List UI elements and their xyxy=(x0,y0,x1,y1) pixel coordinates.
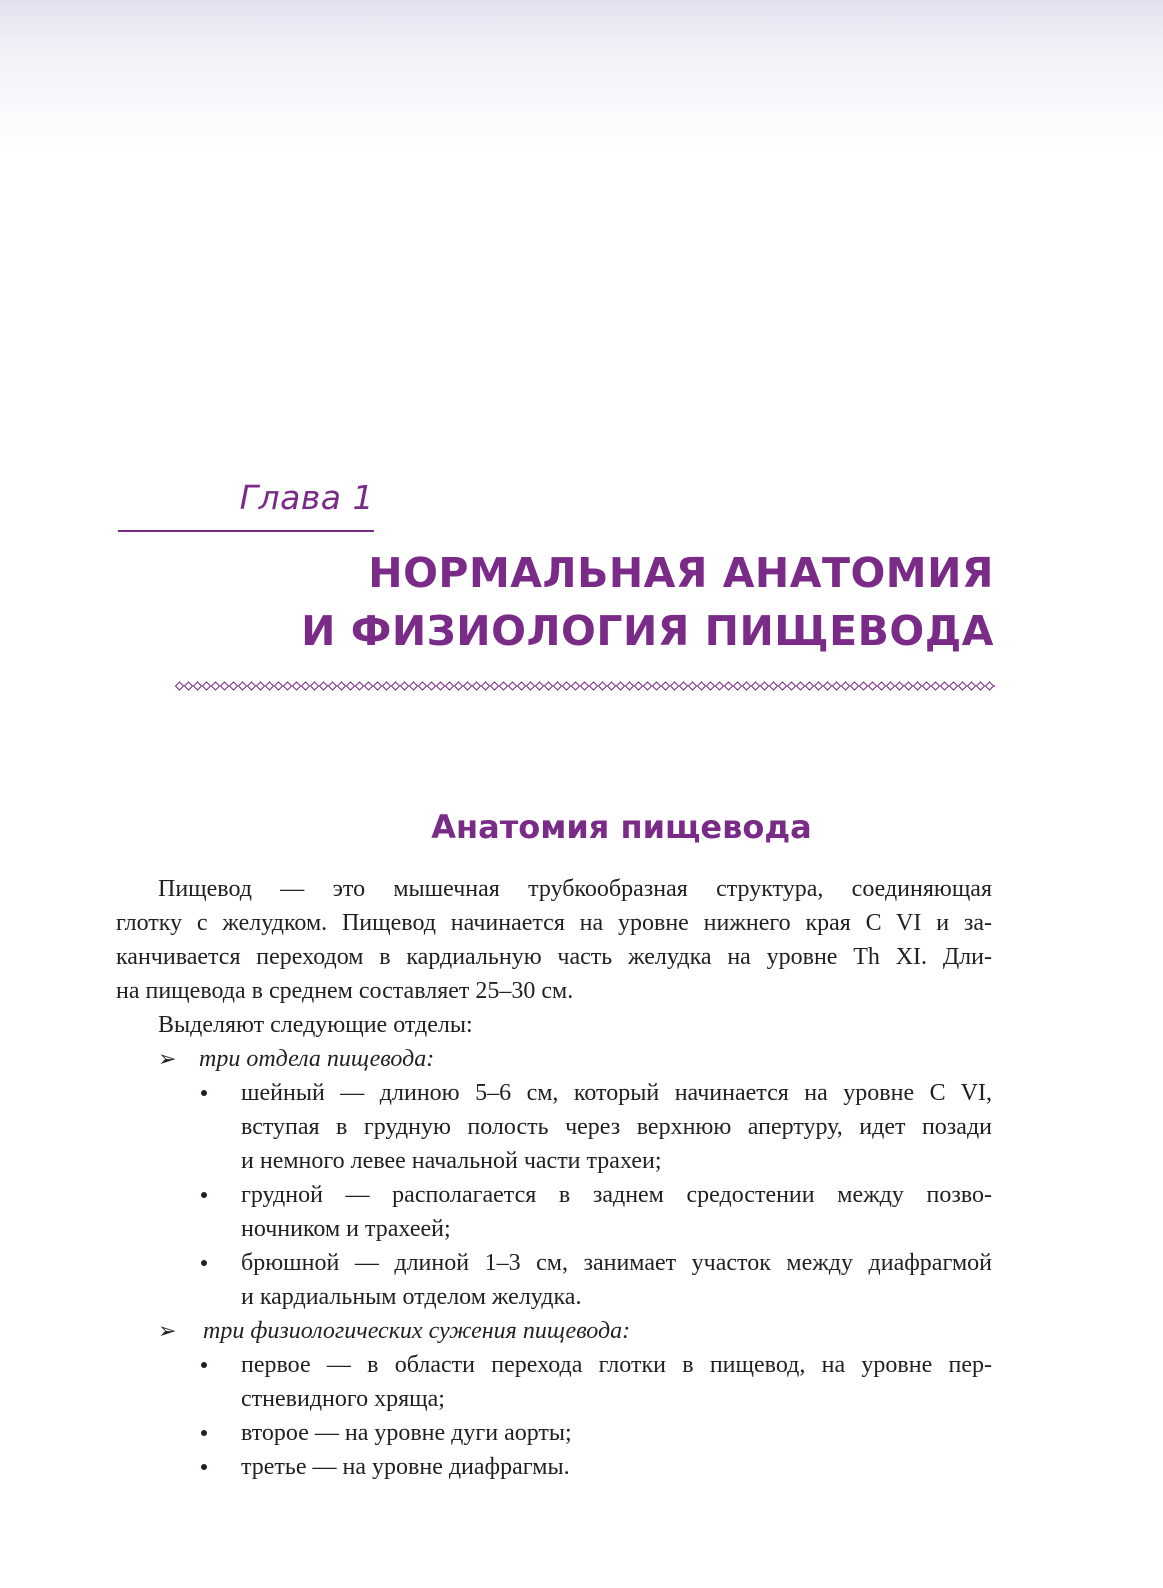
group2-title: три физиологических сужения пищевода: xyxy=(203,1318,631,1344)
intro-line-1: Пищевод — это мышечная трубкообразная структура, соединяющая xyxy=(158,876,992,902)
arrow-bullet-icon: ➢ xyxy=(158,1318,177,1343)
chapter-label: Глава 1 xyxy=(239,478,374,517)
bullet-dot-icon xyxy=(201,1464,207,1470)
intro-line-4: на пищевода в среднем составляет 25–30 см. xyxy=(116,978,574,1004)
group1-item1-line-2: вступая в грудную полость через верхнюю апертуру, идет позади xyxy=(241,1114,992,1140)
group2-item3-line-1: третье — на уровне диафрагмы. xyxy=(241,1454,570,1480)
bullet-dot-icon xyxy=(201,1090,207,1096)
chapter-title-line-2: И ФИЗИОЛОГИЯ ПИЩЕВОДА xyxy=(301,607,994,655)
group1-item1-line-3: и немного левее начальной части трахеи; xyxy=(241,1148,662,1174)
group2-item2-line-1: второе — на уровне дуги аорты; xyxy=(241,1420,572,1446)
group2-item1-line-1: первое — в области перехода глотки в пищевод, на уровне пер- xyxy=(241,1352,992,1378)
chapter-label-underline xyxy=(118,530,374,532)
chapter-title-line-1: НОРМАЛЬНАЯ АНАТОМИЯ xyxy=(368,549,994,597)
bullet-dot-icon xyxy=(201,1192,207,1198)
group1-item1-line-1: шейный — длиною 5–6 см, который начинается на уровне C VI, xyxy=(241,1080,992,1106)
group1-item3-line-2: и кардиальным отделом желудка. xyxy=(241,1284,582,1310)
arrow-bullet-icon: ➢ xyxy=(158,1046,177,1071)
intro-line-3: канчивается переходом в кардиальную часть желудка на уровне Th XI. Дли- xyxy=(116,944,992,970)
chapter-title xyxy=(300,544,994,660)
bullet-dot-icon xyxy=(201,1260,207,1266)
group1-item2-line-2: ночником и трахеей; xyxy=(241,1216,451,1242)
top-page-shade xyxy=(0,0,1163,150)
intro-line-2: глотку с желудком. Пищевод начинается на уровне нижнего края C VI и за- xyxy=(116,910,992,936)
group1-item3-line-1: брюшной — длиной 1–3 см, занимает участок между диафрагмой xyxy=(241,1250,992,1276)
bullet-dot-icon xyxy=(201,1430,207,1436)
group2-item1-line-2: стневидного хряща; xyxy=(241,1386,445,1412)
group1-item2-line-1: грудной — располагается в заднем средостении между позво- xyxy=(241,1182,992,1208)
lead-text: Выделяют следующие отделы: xyxy=(158,1012,473,1038)
group1-title: три отдела пищевода: xyxy=(199,1046,435,1072)
section-heading: Анатомия пищевода xyxy=(431,808,812,846)
bullet-dot-icon xyxy=(201,1362,207,1368)
decorative-diamond-rule xyxy=(175,680,995,692)
